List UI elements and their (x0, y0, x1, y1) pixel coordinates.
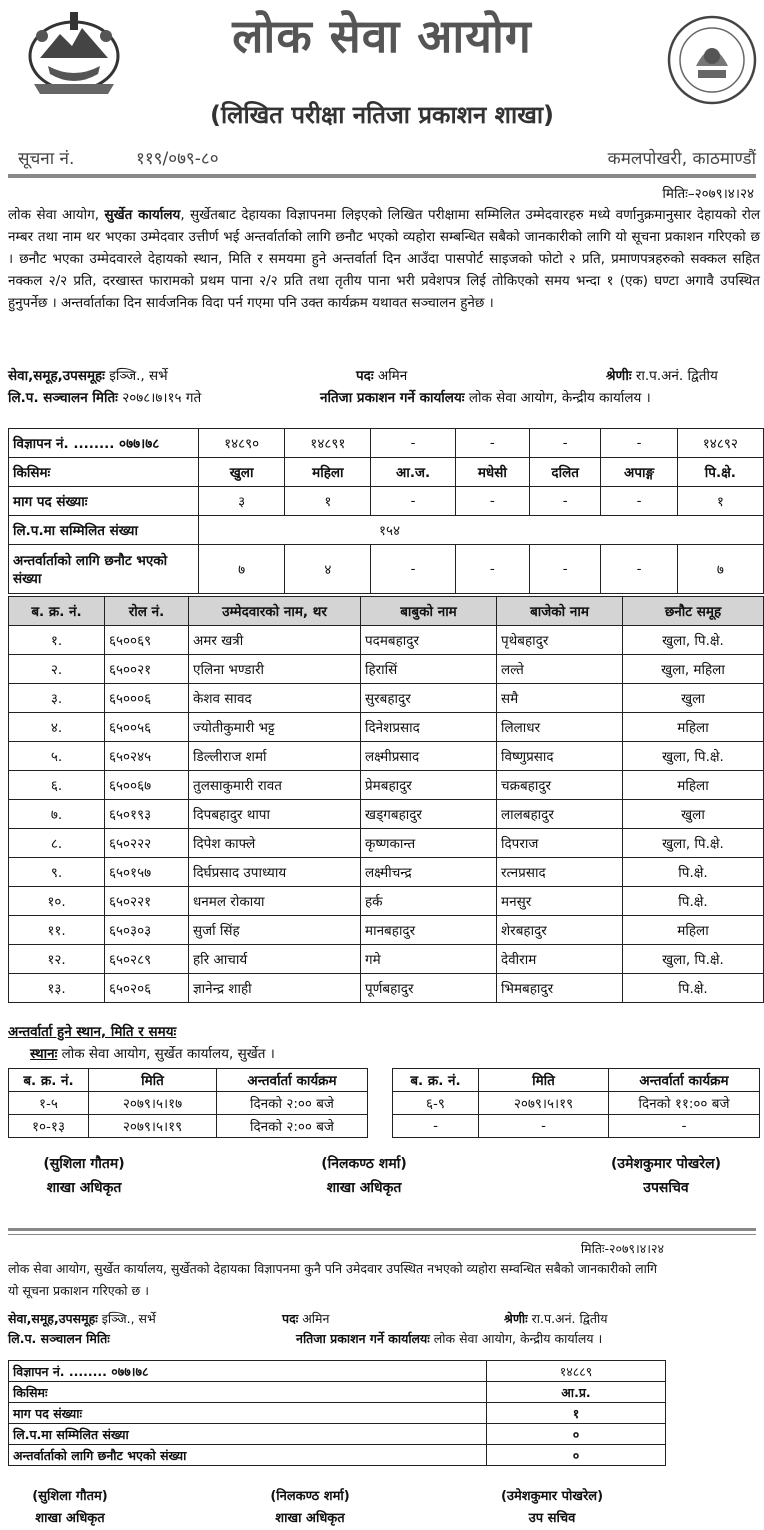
signatory-name: (सुशिला गौतम) (43, 1156, 125, 1172)
table-cell: १५४ (199, 516, 764, 545)
table-cell: चक्रबहादुर (497, 771, 623, 800)
table-cell: हिरासिं (361, 655, 497, 684)
table-header-row (9, 1069, 368, 1092)
table-row (9, 1445, 666, 1466)
table-cell: महिला (285, 458, 371, 487)
table-cell: एलिना भण्डारी (189, 655, 361, 684)
table-cell: महिला (623, 916, 764, 945)
table-cell: १-५ (9, 1092, 89, 1115)
vacancy-table (8, 428, 764, 594)
table-cell: १ (677, 487, 763, 516)
table-cell: ६५०२८९ (105, 945, 189, 974)
table-cell: हरि आचार्य (189, 945, 361, 974)
table-cell: - (455, 487, 529, 516)
class-value: रा.प.अनं. द्वितीय (531, 1311, 608, 1326)
table-cell: - (455, 545, 529, 594)
signatory-name: (उमेशकुमार पोखरेल) (611, 1156, 721, 1172)
column-header: ब. क्र. नं. (9, 597, 105, 626)
signatory-title: उप सचिव (528, 1511, 576, 1526)
table-cell: खुला, पि.क्षे. (623, 829, 764, 858)
table-cell: गमे (361, 945, 497, 974)
table-cell: १४८८९ (487, 1361, 666, 1382)
table-row (9, 771, 764, 800)
table-cell: दलित (529, 458, 600, 487)
table-cell: लालबहादुर (497, 800, 623, 829)
table-cell: ६५००५६ (105, 713, 189, 742)
table-cell: अन्तर्वार्ताको लागि छनौट भएको संख्या (9, 545, 199, 594)
office-label: नतिजा प्रकाशन गर्ने कार्यालयः (320, 390, 465, 406)
table-cell: १०. (9, 887, 105, 916)
signatory-name: (उमेशकुमार पोखरेल) (500, 1489, 604, 1504)
table-cell: १३. (9, 974, 105, 1003)
signature-block (452, 1486, 652, 1530)
signature-block (0, 1152, 184, 1200)
class-label: श्रेणीः (606, 368, 632, 384)
table-cell: ६५०३०३ (105, 916, 189, 945)
table-cell: ६-९ (393, 1092, 479, 1115)
column-header: ब. क्र. नं. (393, 1069, 479, 1092)
table-cell: केशव सावद (189, 684, 361, 713)
post-label: पदः (356, 368, 374, 384)
table-cell: हर्क (361, 887, 497, 916)
table-cell: आ.प्र. (487, 1382, 666, 1403)
table-cell: दिपराज (497, 829, 623, 858)
table-row (9, 916, 764, 945)
table-cell: ७ (199, 545, 285, 594)
candidates-table (8, 596, 764, 1003)
table-row (9, 458, 764, 487)
table-cell: माग पद संख्याः (9, 1403, 487, 1424)
vacancy-table-2 (8, 1360, 666, 1466)
divider (8, 174, 756, 178)
table-cell: ३. (9, 684, 105, 713)
table-cell: ४. (9, 713, 105, 742)
table-cell: २. (9, 655, 105, 684)
interview-schedule-right (392, 1068, 760, 1138)
signatory-name: (सुशिला गौतम) (32, 1489, 108, 1504)
table-row (9, 713, 764, 742)
table-cell: पि.क्षे. (623, 887, 764, 916)
table-cell: किसिमः (9, 1382, 487, 1403)
page-title: लोक सेवा आयोग (232, 9, 532, 63)
exam-date-info (8, 1330, 110, 1347)
table-row (9, 887, 764, 916)
table-cell: देवीराम (497, 945, 623, 974)
interview-place (30, 1044, 275, 1062)
post-info (356, 366, 407, 384)
notice-number: ११९/०७९-८० (136, 149, 219, 169)
table-cell: ६. (9, 771, 105, 800)
table-cell: ६५०२२१ (105, 887, 189, 916)
column-header: मिति (479, 1069, 609, 1092)
table-cell: - (371, 487, 455, 516)
column-header: मिति (89, 1069, 217, 1092)
exam-date-label: लि.प. सञ्चालन मितिः (8, 1331, 110, 1346)
table-cell: पि.क्षे. (677, 458, 763, 487)
table-cell: अमर खत्री (189, 626, 361, 655)
table-cell: महिला (623, 713, 764, 742)
table-cell: ११. (9, 916, 105, 945)
table-cell: ६५०१९३ (105, 800, 189, 829)
class-value: रा.प.अनं. द्वितीय (635, 368, 718, 384)
table-cell: १४८९२ (677, 429, 763, 458)
table-cell: रत्नप्रसाद (497, 858, 623, 887)
table-cell: ६५०२२२ (105, 829, 189, 858)
office-info (296, 1330, 602, 1347)
table-cell: ५. (9, 742, 105, 771)
table-row (9, 429, 764, 458)
table-cell: खुला (199, 458, 285, 487)
table-cell: मानबहादुर (361, 916, 497, 945)
column-header: छनौट समूह (623, 597, 764, 626)
table-cell: भिमबहादुर (497, 974, 623, 1003)
exam-date-info (8, 388, 201, 406)
table-cell: लि.प.मा सम्मिलित संख्या (9, 1424, 487, 1445)
service-value: इञ्जि., सर्भे (101, 1311, 156, 1326)
signatory-name: (निलकण्ठ शर्मा) (321, 1156, 407, 1172)
table-cell: आ.ज. (371, 458, 455, 487)
notice-label: सूचना नं. (18, 149, 75, 169)
table-cell: २०७९।५।१९ (479, 1092, 609, 1115)
table-cell: ६५००२१ (105, 655, 189, 684)
column-header: ब. क्र. नं. (9, 1069, 89, 1092)
interview-schedule-left (8, 1068, 368, 1138)
table-cell: लल्ते (497, 655, 623, 684)
table-cell: - (609, 1115, 760, 1138)
table-cell: प्रेमबहादुर (361, 771, 497, 800)
column-header: बाबुको नाम (361, 597, 497, 626)
column-header: अन्तर्वार्ता कार्यक्रम (609, 1069, 760, 1092)
table-cell: पृथेबहादुर (497, 626, 623, 655)
table-cell: खुला, पि.क्षे. (623, 742, 764, 771)
table-cell: लक्ष्मीप्रसाद (361, 742, 497, 771)
table-cell: लिलाधर (497, 713, 623, 742)
table-cell: दिनेशप्रसाद (361, 713, 497, 742)
post-info (282, 1310, 329, 1327)
place-label: स्थानः (30, 1046, 58, 1062)
notice-date: मितिः-२०७९।४।२४ (580, 1241, 664, 1256)
table-row (9, 516, 764, 545)
table-cell: सुरबहादुर (361, 684, 497, 713)
column-header: बाजेको नाम (497, 597, 623, 626)
table-cell: ९. (9, 858, 105, 887)
class-info (606, 366, 718, 384)
table-row (393, 1092, 760, 1115)
table-cell: दिनको २:०० बजे (217, 1115, 368, 1138)
page-subtitle: (लिखित परीक्षा नतिजा प्रकाशन शाखा) (209, 101, 555, 129)
table-cell: १. (9, 626, 105, 655)
service-info (8, 366, 168, 384)
table-cell: खुला, पि.क्षे. (623, 626, 764, 655)
table-cell: १०-१३ (9, 1115, 89, 1138)
table-cell: पि.क्षे. (623, 974, 764, 1003)
table-cell: ७ (677, 545, 763, 594)
table-row (9, 545, 764, 594)
psc-seal-logo (666, 14, 758, 106)
class-label: श्रेणीः (504, 1311, 528, 1326)
column-header: अन्तर्वार्ता कार्यक्रम (217, 1069, 368, 1092)
table-cell: दिनको २:०० बजे (217, 1092, 368, 1115)
divider (8, 1228, 756, 1231)
office-value: लोक सेवा आयोग, केन्द्रीय कार्यालय । (433, 1331, 603, 1346)
signature-block (566, 1152, 764, 1200)
table-cell: ० (487, 1424, 666, 1445)
office-location: कमलपोखरी, काठमाण्डौं (607, 149, 756, 169)
table-row (9, 800, 764, 829)
table-cell: - (601, 487, 677, 516)
table-cell: १४८९१ (285, 429, 371, 458)
table-cell: दिनको ११:०० बजे (609, 1092, 760, 1115)
table-cell: ३ (199, 487, 285, 516)
column-header: उम्मेदवारको नाम, थर (189, 597, 361, 626)
service-info (8, 1310, 156, 1327)
table-cell: खुला, पि.क्षे. (623, 945, 764, 974)
table-cell: अन्तर्वार्ताको लागि छनौट भएको संख्या (9, 1445, 487, 1466)
table-row (9, 829, 764, 858)
table-cell: पदमबहादुर (361, 626, 497, 655)
service-value: इञ्जि., सर्भे (109, 368, 168, 384)
notice-row (18, 146, 756, 170)
table-cell: - (371, 429, 455, 458)
table-row (9, 487, 764, 516)
table-cell: - (529, 545, 600, 594)
table-cell: विज्ञापन नं. ........ ०७७।७८ (9, 429, 199, 458)
table-cell: ६५००६७ (105, 771, 189, 800)
table-cell: मधेसी (455, 458, 529, 487)
table-row (9, 684, 764, 713)
table-cell: लि.प.मा सम्मिलित संख्या (9, 516, 199, 545)
column-header: रोल नं. (105, 597, 189, 626)
table-cell: माग पद संख्याः (9, 487, 199, 516)
table-cell: १ (285, 487, 371, 516)
table-cell: सुर्जा सिंह (189, 916, 361, 945)
table-cell: दिपबहादुर थापा (189, 800, 361, 829)
notice-date: मितिः–२०७९।४।२४ (662, 186, 754, 202)
table-cell: विष्णुप्रसाद (497, 742, 623, 771)
table-cell: ६५००६९ (105, 626, 189, 655)
table-cell: ज्योतीकुमारी भट्ट (189, 713, 361, 742)
table-cell: ज्ञानेन्द्र शाही (189, 974, 361, 1003)
table-row (393, 1115, 760, 1138)
table-cell: ७. (9, 800, 105, 829)
table-cell: महिला (623, 771, 764, 800)
table-cell: ६५०२०६ (105, 974, 189, 1003)
table-cell: किसिमः (9, 458, 199, 487)
signatory-title: शाखा अधिकृत (275, 1511, 345, 1526)
service-label: सेवा,समूह,उपसमूहः (8, 1311, 98, 1326)
table-cell: - (529, 429, 600, 458)
table-cell: १२. (9, 945, 105, 974)
office-value: लोक सेवा आयोग, केन्द्रीय कार्यालय । (468, 390, 651, 406)
class-info (504, 1310, 608, 1327)
post-value: अमिन (302, 1311, 330, 1326)
table-cell: कृष्णकान्त (361, 829, 497, 858)
table-row (9, 1092, 368, 1115)
table-cell: खुला (623, 684, 764, 713)
signatory-title: उपसचिव (643, 1180, 689, 1196)
table-cell: खड्गबहादुर (361, 800, 497, 829)
table-cell: - (371, 545, 455, 594)
table-row (9, 1403, 666, 1424)
signatory-title: शाखा अधिकृत (46, 1180, 122, 1196)
table-cell: - (393, 1115, 479, 1138)
table-cell: दिर्घप्रसाद उपाध्याय (189, 858, 361, 887)
table-cell: धनमल रोकाया (189, 887, 361, 916)
office-name: सुर्खेत कार्यालय (104, 207, 181, 223)
table-row (9, 1115, 368, 1138)
table-cell: दिपेश काफ्ले (189, 829, 361, 858)
interview-heading: अन्तर्वार्ता हुने स्थान, मिति र समयः (8, 1024, 177, 1040)
table-cell: १ (487, 1403, 666, 1424)
table-cell: तुलसाकुमारी रावत (189, 771, 361, 800)
table-row (9, 655, 764, 684)
table-header-row (9, 597, 764, 626)
table-row (9, 1382, 666, 1403)
exam-date-value: २०७८।७।१५ गते (122, 390, 202, 406)
notice-paragraph (8, 204, 760, 314)
signature-block (264, 1152, 464, 1200)
post-label: पदः (282, 1311, 299, 1326)
table-cell: - (479, 1115, 609, 1138)
table-cell: खुला (623, 800, 764, 829)
table-cell: - (455, 429, 529, 458)
signatory-title: शाखा अधिकृत (326, 1180, 402, 1196)
table-cell: ६५०००६ (105, 684, 189, 713)
table-row (9, 1424, 666, 1445)
table-cell: ८. (9, 829, 105, 858)
table-cell: विज्ञापन नं. ........ ०७७।७८ (9, 1361, 487, 1382)
table-row (9, 626, 764, 655)
table-row (9, 858, 764, 887)
office-info (320, 388, 651, 406)
table-cell: २०७९।५।१९ (89, 1115, 217, 1138)
paragraph-lead: लोक सेवा आयोग, (8, 207, 105, 223)
office-label: नतिजा प्रकाशन गर्ने कार्यालयः (296, 1331, 430, 1346)
table-row (9, 742, 764, 771)
signatory-title: शाखा अधिकृत (35, 1511, 105, 1526)
table-header-row (393, 1069, 760, 1092)
table-cell: ० (487, 1445, 666, 1466)
service-label: सेवा,समूह,उपसमूहः (8, 368, 105, 384)
signatory-name: (निलकण्ठ शर्मा) (270, 1489, 350, 1504)
table-row (9, 945, 764, 974)
table-cell: लक्ष्मीचन्द्र (361, 858, 497, 887)
table-cell: २०७९।५।१७ (89, 1092, 217, 1115)
place-value: लोक सेवा आयोग, सुर्खेत कार्यालय, सुर्खेत । (61, 1046, 275, 1062)
table-row (9, 1361, 666, 1382)
table-row (9, 974, 764, 1003)
exam-date-label: लि.प. सञ्चालन मितिः (8, 390, 118, 406)
table-cell: शेरबहादुर (497, 916, 623, 945)
table-cell: - (601, 545, 677, 594)
table-cell: अपाङ्ग (601, 458, 677, 487)
signature-block (0, 1486, 170, 1530)
paragraph-body: , सुर्खेतबाट देहायका विज्ञापनमा लिइएको लिखित परीक्षामा सम्मिलित उम्मेदवारहरु मध्ये वर्णानुक्रमानुसार देहायको रोल नम्बर तथा नाम थर भएका उम्मेदवार उत्तीर्ण भई अन्तर्वार्ताको लागि छनौट भएको व्यहोरा सम्बन्धित सबैको जानकारीको लागि यो सूचना प्रकाशन गरिएको छ । छनौट भएका उम्मेदवारले देहायको स्थान, मिति र समयमा हुने अन्तर्वार्ता दिन आउँदा पासपोर्ट साइजको फोटो २ प्रति, प्रमाणपत्रहरुको सक्कल सहित नक्कल २/२ प्रति, दरखास्त फारामको प्रथम पाना २/२ प्रति तथा तृतीय पाना भरी प्रवेशपत्र लिई तोकिएको समय भन्दा १ (एक) घण्टा अगावै उपस्थित हुनुपर्नेछ । अन्तर्वार्ताका दिन सार्वजनिक विदा पर्न गएमा पनि उक्त कार्यक्रम यथावत सञ्चालन हुनेछ । (8, 207, 760, 311)
table-cell: १४८९० (199, 429, 285, 458)
signature-block (210, 1486, 410, 1530)
table-cell: समै (497, 684, 623, 713)
table-cell: मनसुर (497, 887, 623, 916)
table-cell: ६५०२४५ (105, 742, 189, 771)
table-cell: डिल्लीराज शर्मा (189, 742, 361, 771)
table-cell: - (601, 429, 677, 458)
notice-paragraph: लोक सेवा आयोग, सुर्खेत कार्यालय, सुर्खेतको देहायका विज्ञापनमा कुनै पनि उमेदवार उपस्थित नभएको व्यहोरा सम्वन्धित सबैको जानकारीको लागि यो सूचना प्रकाशन गरिएको छ । (8, 1261, 658, 1298)
post-value: अमिन (377, 368, 408, 384)
table-cell: पूर्णबहादुर (361, 974, 497, 1003)
table-cell: - (529, 487, 600, 516)
table-cell: ६५०१५७ (105, 858, 189, 887)
table-cell: ४ (285, 545, 371, 594)
divider (8, 1234, 756, 1235)
table-cell: पि.क्षे. (623, 858, 764, 887)
table-cell: खुला, महिला (623, 655, 764, 684)
